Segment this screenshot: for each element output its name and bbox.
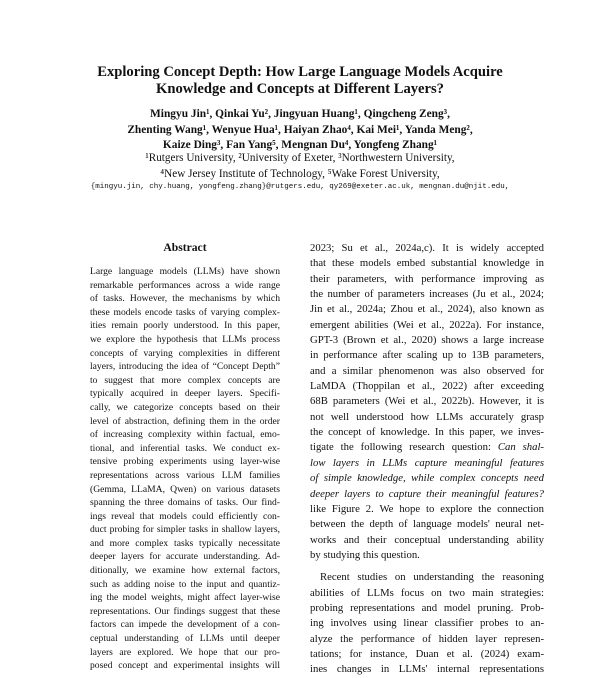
affiliation-line: ¹Rutgers University, ²University of Exeter, ³Northwestern University,	[145, 152, 455, 164]
abstract-line: of increasing complexity within factual, emo-	[90, 429, 280, 441]
intro-line: between the depth of language models' neural net-	[310, 518, 544, 531]
intro-line: GPT-3 (Brown et al., 2020) shows a large increase	[310, 334, 544, 347]
intro-line: by studying this question.	[310, 548, 420, 561]
intro-line: abilities of LLMs focus on two main strategies:	[310, 586, 544, 599]
intro-line: alyze the performance of hidden layer represen-	[310, 632, 544, 645]
intro-line: emergent abilities (Wei et al., 2022a). For instance,	[310, 318, 544, 331]
abstract-line: concepts of varying complexities in different	[90, 347, 280, 359]
abstract-line: tensive probing experiments using layer-wise	[90, 456, 280, 468]
abstract-line: level of abstraction, defining them in the order	[90, 415, 280, 427]
abstract-line: duct probing for simpler tasks in shallow layers,	[90, 524, 280, 536]
abstract-line: layers, introducing the idea of “Concept Depth”	[90, 361, 280, 373]
research-question-line: of simple knowledge, while complex concepts need	[310, 472, 544, 485]
intro-line: probing representations and model pruning. Prob-	[310, 601, 544, 614]
abstract-heading: Abstract	[163, 241, 207, 254]
abstract-line: representations across various LLM families	[90, 469, 280, 481]
abstract-line: ceptual understanding of LLMs until deeper	[90, 633, 280, 645]
abstract-line: Large language models (LLMs) have shown	[90, 266, 280, 277]
abstract-line: typically acquired in deeper layers. Specifi-	[90, 388, 280, 400]
abstract-line: ing the model weights, might affect layer-wise	[90, 592, 280, 604]
intro-line: 68B parameters (Wei et al., 2022b). However, it is	[310, 395, 544, 408]
affiliation-line: ⁴New Jersey Institute of Technology, ⁵Wake Forest University,	[160, 167, 440, 180]
intro-line: that these models embed substantial knowledge in	[310, 257, 544, 270]
author-line: Mingyu Jin¹, Qinkai Yu², Jingyuan Huang¹, Qingcheng Zeng³,	[150, 108, 450, 120]
intro-line-mixed	[310, 440, 544, 455]
intro-line: the number of parameters increases (Ju et al., 2024;	[310, 288, 544, 301]
intro-line: Jin et al., 2024a; Zhou et al., 2024), also known as	[310, 303, 544, 316]
intro-line: ing involves using linear classifier probes to an-	[310, 617, 544, 630]
abstract-line: such as adding noise to the input and quantiz-	[90, 578, 280, 590]
research-question-run: Can shal-	[497, 441, 544, 454]
intro-line: tations; for instance, Duan et al. (2024) exam-	[310, 647, 544, 660]
abstract-body	[90, 265, 280, 673]
abstract-line: representations. Our findings suggest that these	[90, 605, 280, 617]
research-question-line: deeper layers to capture their meaningful features?	[310, 487, 544, 500]
intro-text-run: tigate the following research question:	[310, 441, 498, 454]
abstract-line: to suggest that more complex concepts are	[90, 374, 280, 386]
intro-line: in performance after scaling up to 13B parameters,	[310, 349, 544, 362]
author-emails: {mingyu.jin, chy.huang, yongfeng.zhang}@rutgers.edu, qy269@exeter.ac.uk, mengnan.du@njit.edu,	[90, 183, 510, 191]
intro-line: LaMDA (Thoppilan et al., 2022) after exceeding	[310, 380, 544, 393]
abstract-line: posed concept and experimental insights will	[90, 660, 280, 672]
research-question-line: low layers in LLMs capture meaningful features	[310, 456, 544, 469]
author-line: Kaize Ding³, Fan Yang⁵, Mengnan Du⁴, Yongfeng Zhang¹	[162, 139, 438, 151]
intro-column	[310, 241, 544, 678]
abstract-line: remarkable performances across a wide range	[90, 279, 280, 291]
intro-line: 2023; Su et al., 2024a,c). It is widely accepted	[310, 242, 544, 254]
abstract-line: ities remain poorly understood. In this paper,	[90, 320, 280, 332]
abstract-line: ditionally, we examine how external factors,	[90, 565, 280, 577]
intro-line: Recent studies on understanding the reasoning	[320, 571, 544, 584]
abstract-line: spanning the three domains of tasks. Our find-	[90, 497, 280, 509]
affiliations	[60, 151, 540, 182]
abstract-line: these models encode tasks of varying complex-	[90, 306, 280, 318]
abstract-line: of tasks. However, the mechanisms by which	[90, 293, 280, 305]
abstract-line: and more complex tasks typically necessitate	[90, 537, 280, 549]
intro-line: ines changes in LLMs' internal representations	[310, 663, 544, 676]
intro-line: and a similar phenomenon was also observed for	[310, 364, 544, 377]
intro-line: their parameters, with performance improving as	[310, 272, 544, 285]
abstract-line: layers are explored. We hope that our pro-	[90, 646, 280, 658]
abstract-line: tional, and inferential tasks. We conduct ex-	[90, 442, 280, 454]
abstract-line: factors can impede the development of a con-	[90, 619, 280, 631]
abstract-line: (Gemma, LLaMA, Qwen) on various datasets	[90, 483, 280, 495]
intro-line: works and their conceptual understanding ability	[310, 533, 544, 546]
abstract-line: ings reveal that models could efficiently con-	[90, 510, 280, 522]
intro-line: not well understood how LLMs accurately grasp	[310, 410, 544, 423]
author-list	[60, 107, 540, 154]
title-line: Exploring Concept Depth: How Large Language Models Acquire	[97, 64, 503, 80]
author-line: Zhenting Wang¹, Wenyue Hua¹, Haiyan Zhao⁴, Kai Mei¹, Yanda Meng²,	[127, 123, 473, 136]
intro-line: the concept of knowledge. In this paper, we inves-	[310, 426, 544, 439]
intro-line: like Figure 2. We hope to explore the connection	[310, 502, 544, 515]
title-line: Knowledge and Concepts at Different Layers?	[156, 81, 444, 97]
abstract-line: deeper layers for accurate understanding. Ad-	[90, 551, 280, 563]
abstract-line: cally, we categorize concepts based on their	[90, 401, 280, 413]
abstract-line: we explore the hypothesis that LLMs process	[90, 333, 280, 345]
paper-title	[60, 64, 540, 98]
